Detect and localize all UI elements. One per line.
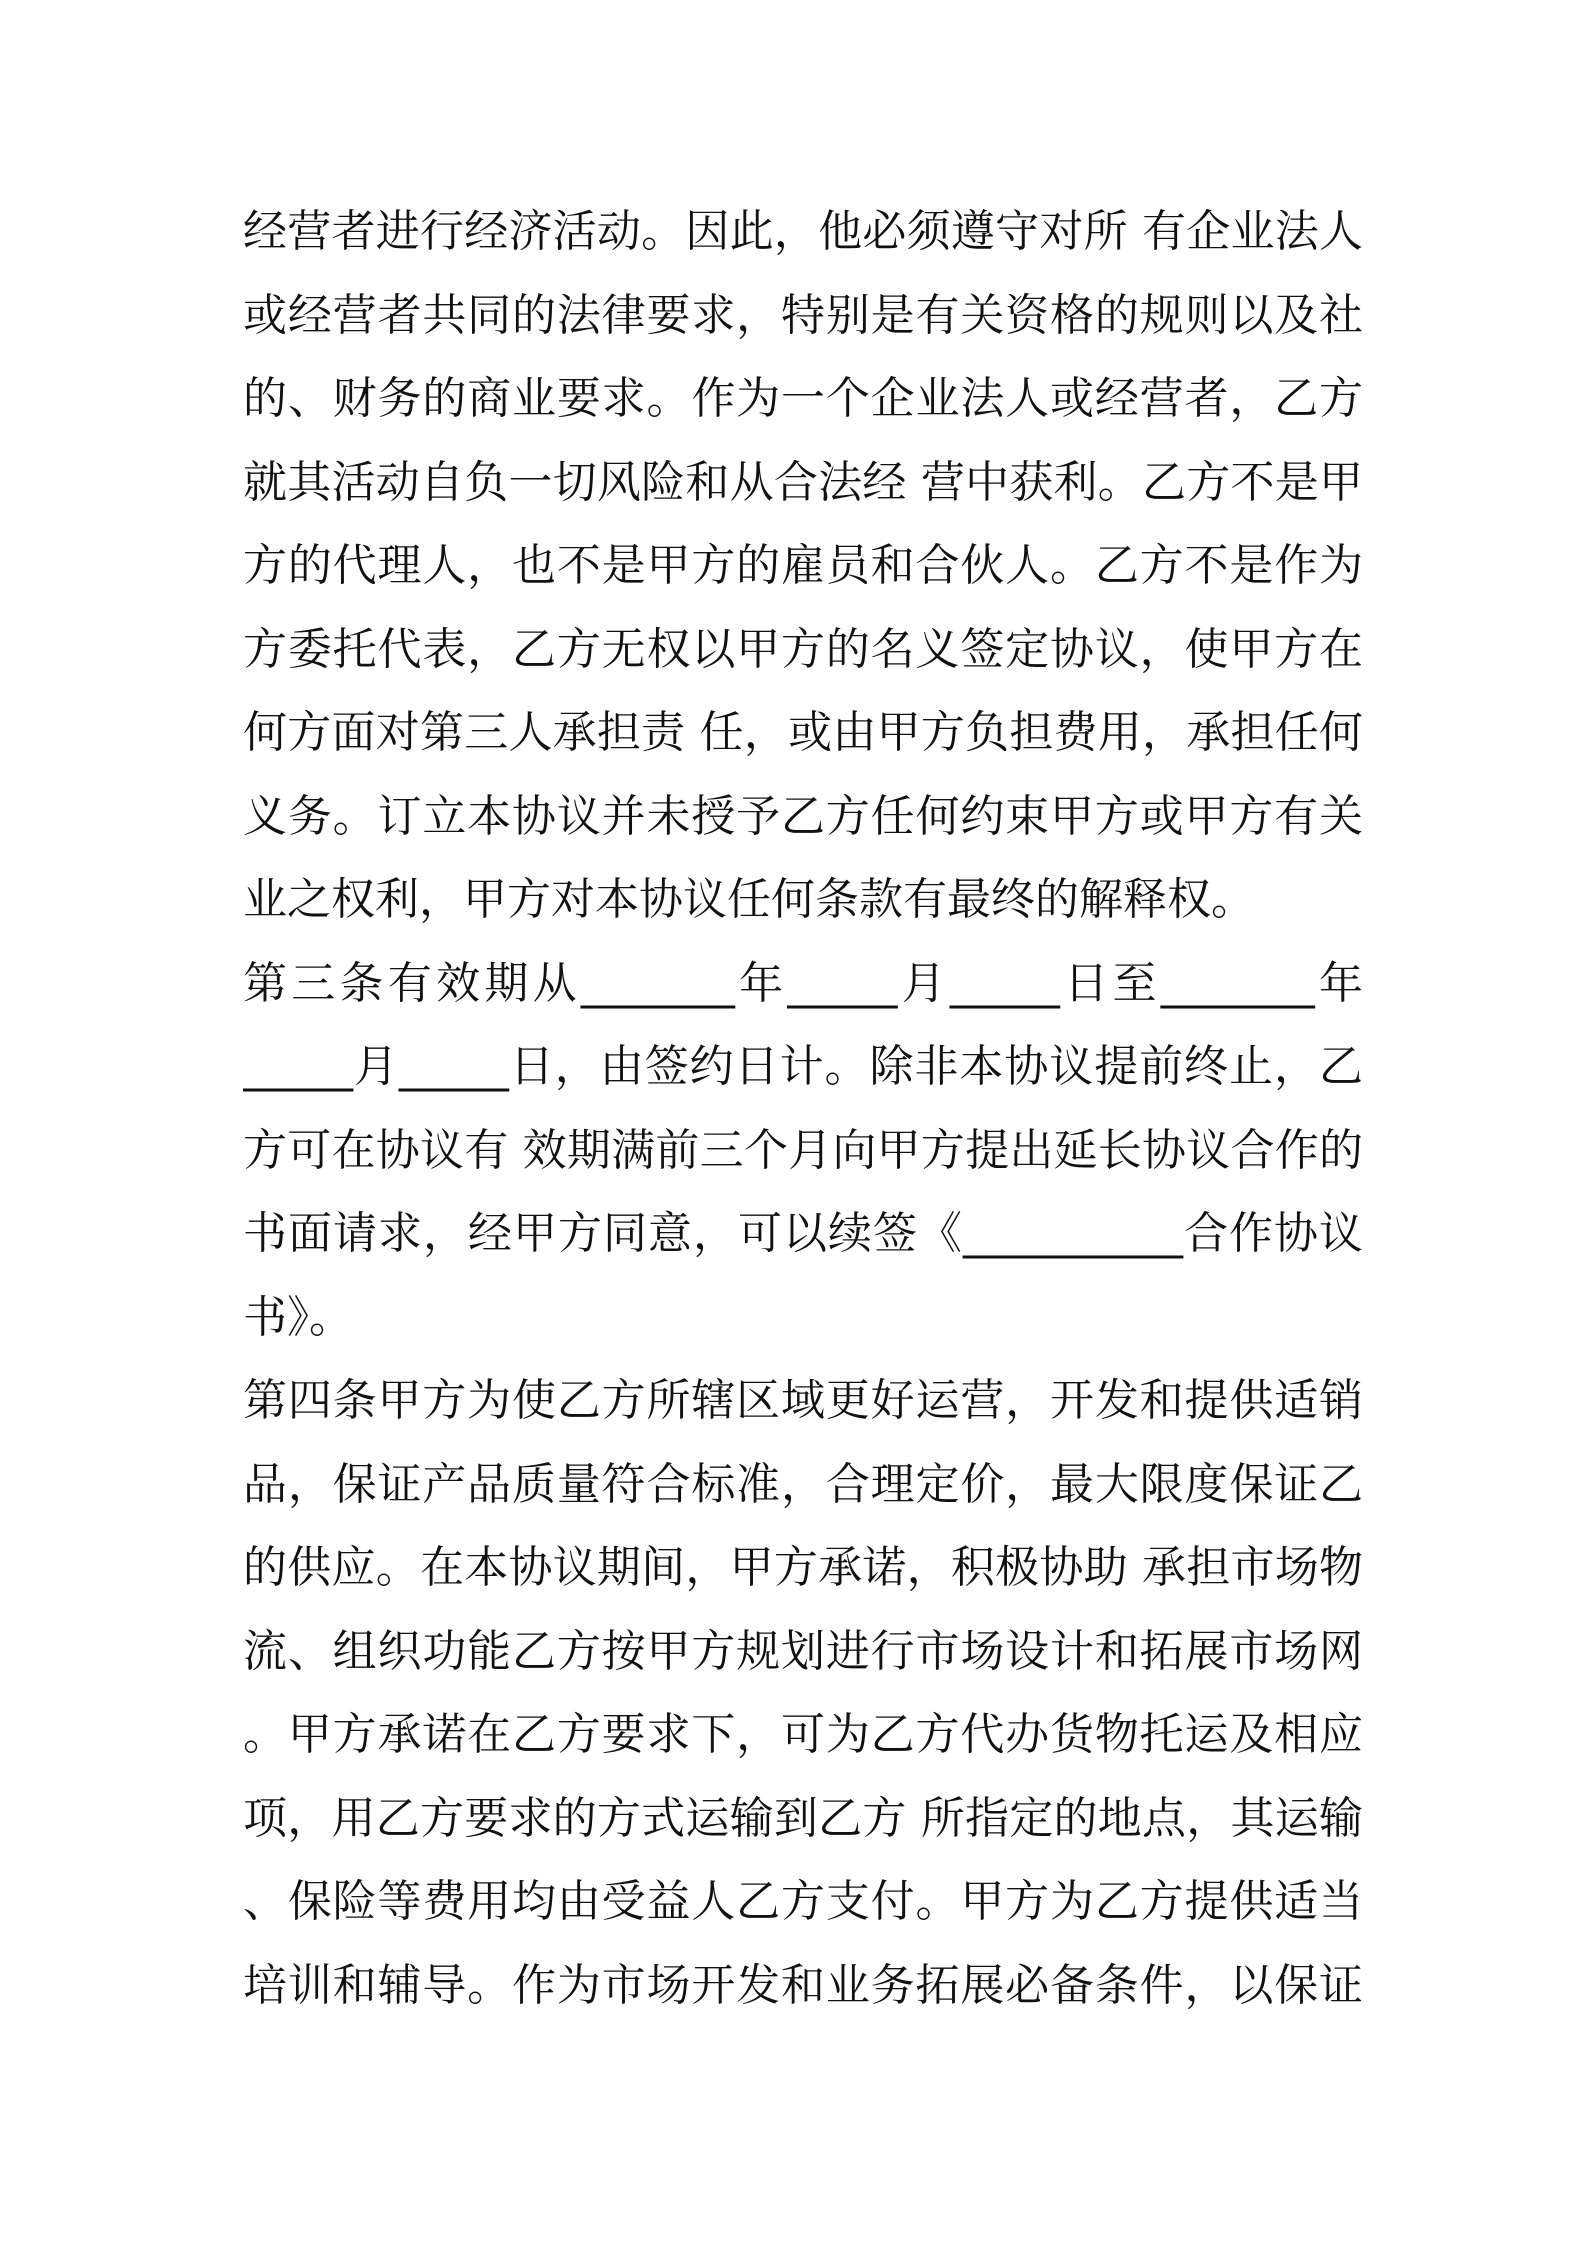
text-line: 第三条有效期从_______年_____月_____日至_______年 — [243, 957, 1363, 1009]
text-line: 书面请求，经甲方同意，可以续签《__________合作协议 — [243, 1208, 1363, 1259]
text-line: 就其活动自负一切风险和从合法经 营中获利。乙方不是甲 — [243, 456, 1363, 508]
text-line: 的供应。在本协议期间，甲方承诺，积极协助 承担市场物 — [243, 1542, 1363, 1593]
text-line: 方可在协议有 效期满前三个月向甲方提出延长协议合作的 — [243, 1124, 1363, 1176]
text-line: 。甲方承诺在乙方要求下，可为乙方代办货物托运及相应 — [243, 1709, 1363, 1760]
text-line: 书》。 — [243, 1291, 353, 1343]
text-line: 方委托代表，乙方无权以甲方的名义签定协议，使甲方在 — [243, 623, 1363, 675]
contract-text — [243, 190, 1363, 2027]
text-line: 方的代理人，也不是甲方的雇员和合伙人。乙方不是作为 — [243, 540, 1363, 591]
text-line: 经营者进行经济活动。因此，他必须遵守对所 有企业法人 — [243, 206, 1363, 257]
text-line: 何方面对第三人承担责 任，或由甲方负担费用，承担任何 — [243, 707, 1363, 758]
text-line: 、保险等费用均由受益人乙方支付。甲方为乙方提供适当 — [243, 1876, 1363, 1927]
text-line: 的、财务的商业要求。作为一个企业法人或经营者，乙方 — [243, 373, 1363, 424]
text-line: 项，用乙方要求的方式运输到乙方 所指定的地点，其运输 — [243, 1792, 1363, 1844]
text-line: 业之权利，甲方对本协议任何条款有最终的解释权。 — [243, 874, 1255, 925]
text-line: 品，保证产品质量符合标准，合理定价，最大限度保证乙 — [243, 1458, 1363, 1510]
text-line: 流、组织功能乙方按甲方规划进行市场设计和拓展市场网 — [243, 1625, 1363, 1677]
text-line: 第四条甲方为使乙方所辖区域更好运营，开发和提供适销 — [243, 1375, 1363, 1426]
text-line: 义务。订立本协议并未授予乙方任何约束甲方或甲方有关 — [243, 790, 1363, 842]
text-line: _____月_____日，由签约日计。除非本协议提前终止，乙 — [243, 1041, 1363, 1092]
text-line: 培训和辅导。作为市场开发和业务拓展必备条件，以保证 — [243, 1959, 1363, 2011]
text-line: 或经营者共同的法律要求，特别是有关资格的规则以及社 — [243, 289, 1363, 341]
